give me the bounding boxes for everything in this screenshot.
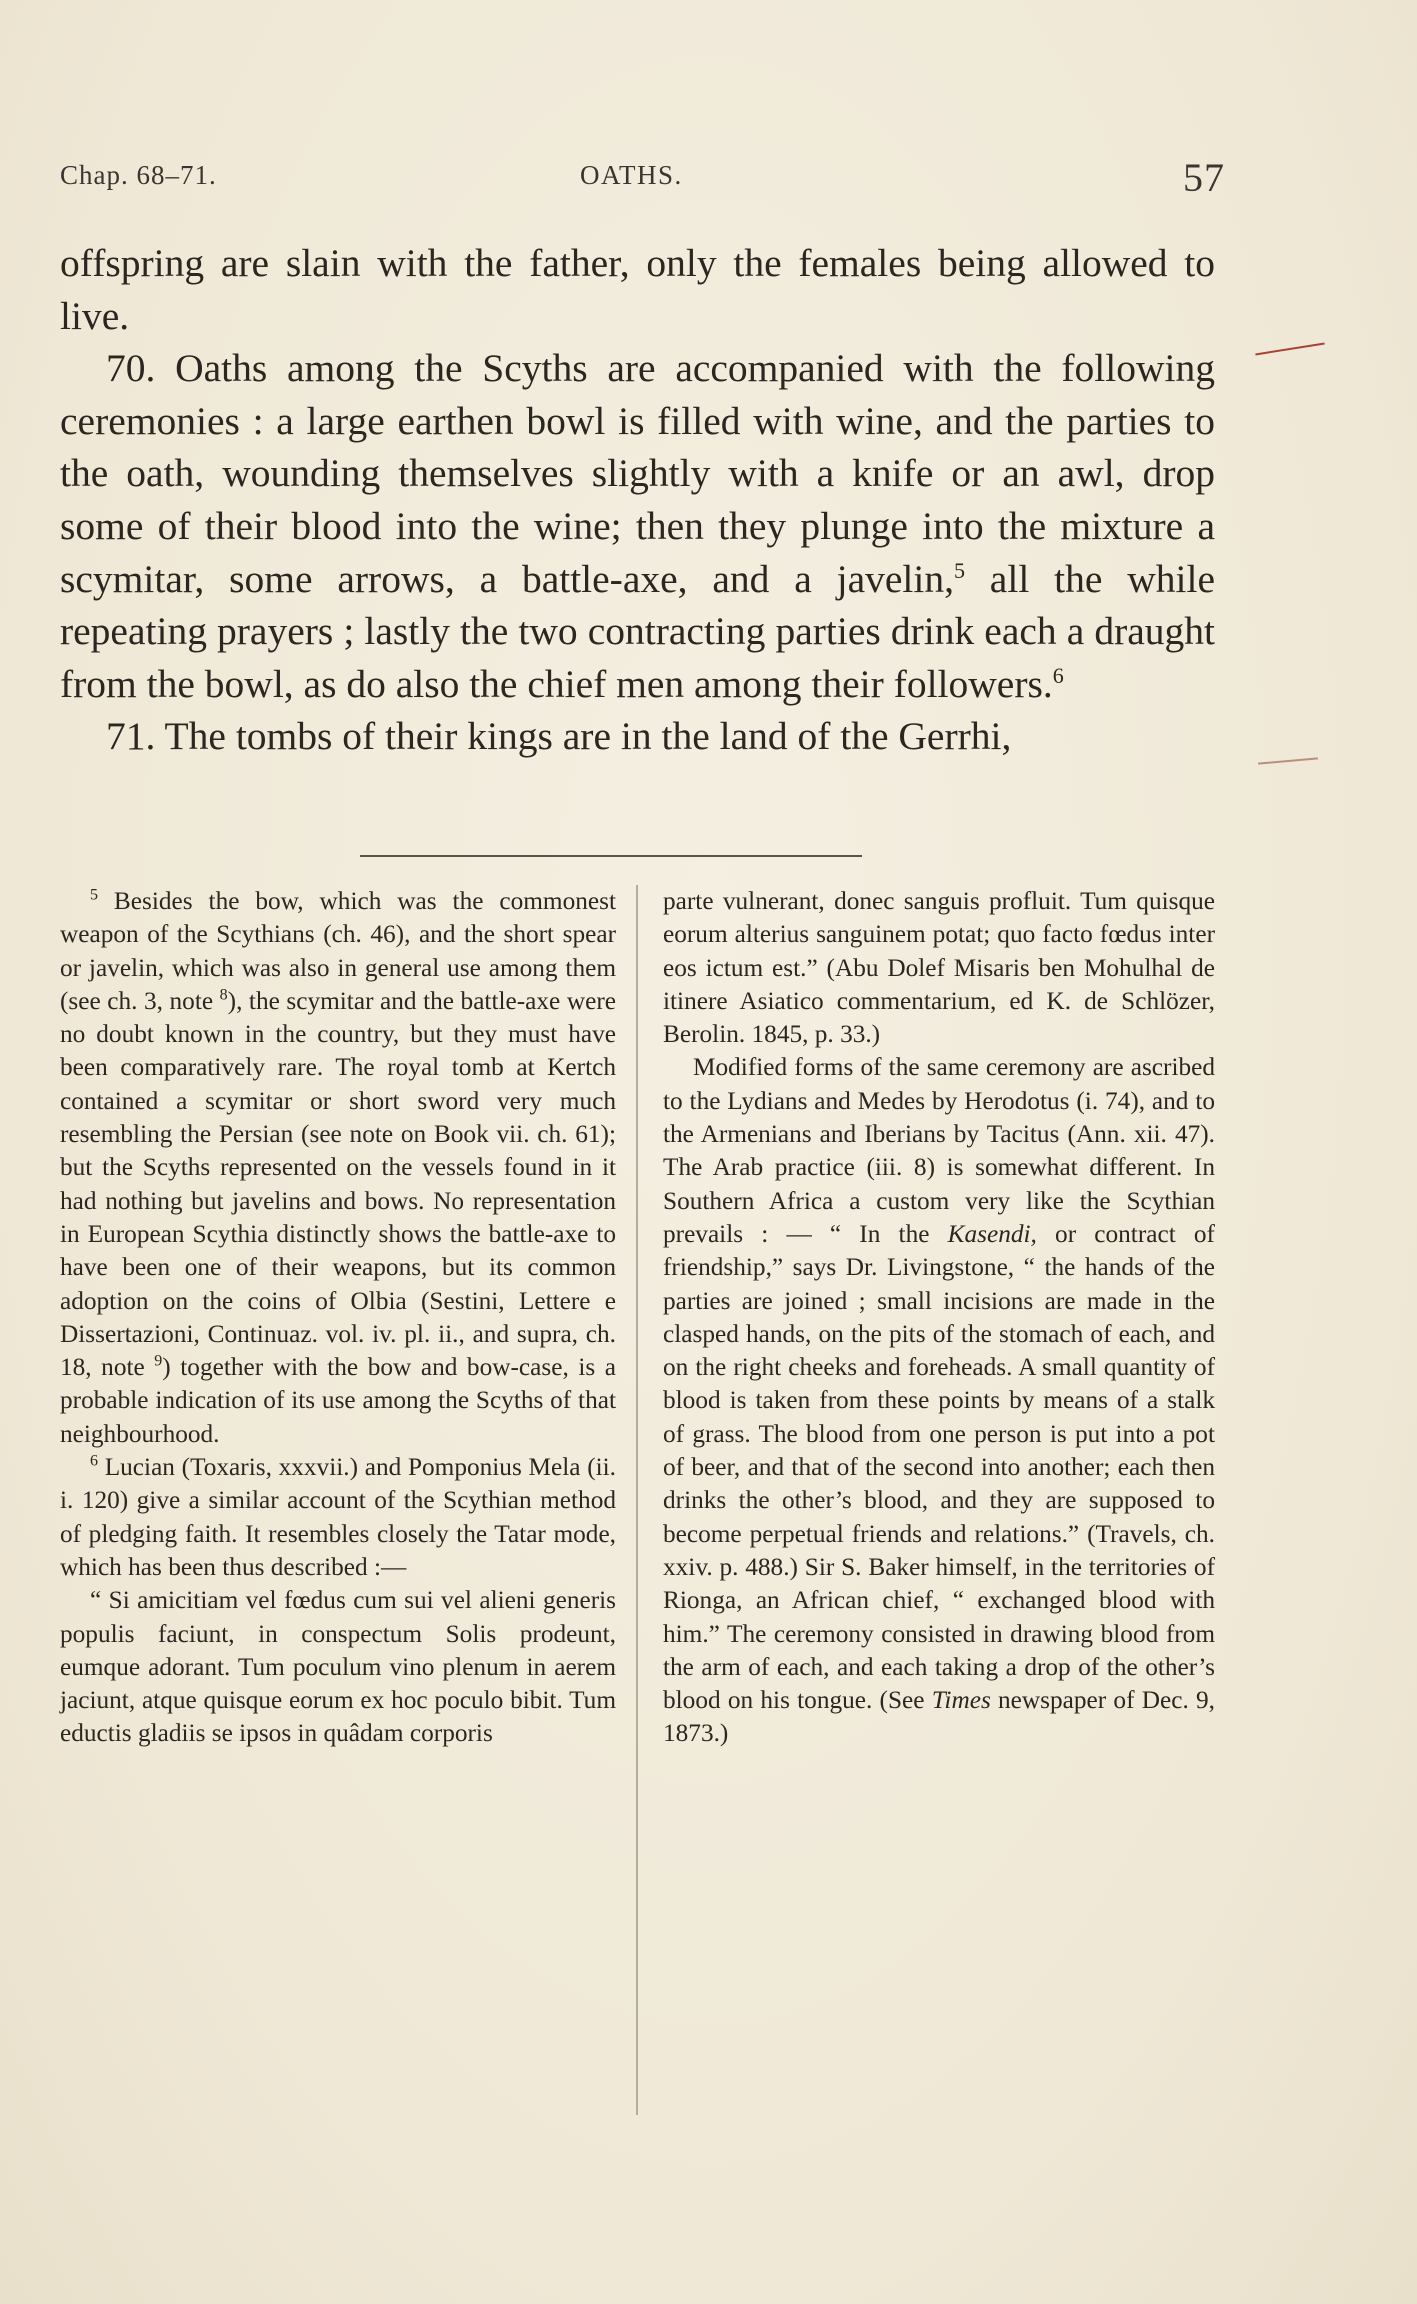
page-number: 57: [1183, 155, 1225, 200]
chapter-range: Chap. 68–71.: [60, 160, 217, 190]
footnote-ref: 5: [953, 557, 965, 583]
paragraph: offspring are slain with the father, only the females being allowed to live.: [60, 241, 1215, 338]
paragraph: 71. The tombs of their kings are in the land of the Gerrhi,: [106, 714, 1012, 759]
latin-quote: “ Si amicitiam vel fœdus cum sui vel alieni generis populis faciunt, in conspectum Solis prodeunt, eumque adorant. Tum poculum vino plenum in aerem jaciunt, atque quisque eorum ex hoc poculo bibit. Tum eductis gladiis se ipsos in quâdam corporis: [60, 1586, 616, 1748]
footnotes-left-column: [60, 885, 616, 1751]
paragraph: 70. Oaths among the Scyths are accompanied with the following ceremonies : a large earthen bowl is filled with wine, and the parties to the oath, wounding themselves slightly with a knife or an awl, drop some of their blood into the wine; then they plunge into the mixture a scymitar, some arrows, a battle-axe, and a javelin,$^5$ all the while repeating prayers ; lastly the two contracting parties drink each a draught from the bowl, as do also the chief men among their followers.$^6$: [60, 346, 1215, 706]
running-title: OATHS.: [580, 160, 683, 190]
running-header: [60, 150, 1225, 200]
main-text: [60, 237, 1215, 763]
footnote-marker: 5: [90, 886, 98, 904]
footnote-separator: [360, 855, 862, 857]
margin-pencil-mark: [1255, 343, 1324, 356]
margin-pencil-mark: [1258, 757, 1318, 764]
footnote-paragraph: Modified forms of the same ceremony are ascribed to the Lydians and Medes by Herodotus (i. 74), and to the Armenians and Iberians by Tacitus (Ann. xii. 47). The Arab practice (iii. 8) is somewhat different. In Southern Africa a custom very like the Scythian prevails : — “ In the Kasendi, or contract of friendship,” says Dr. Livingstone, “ the hands of the parties are joined ; small incisions are made in the clasped hands, on the pits of the stomach of each, and on the right cheeks and foreheads. A small quantity of blood is taken from these points by means of a stalk of grass. The blood from one person is put into a pot of beer, and that of the second into another; each then drinks the other’s blood, and they are supposed to become perpetual friends and relations.” (Travels, ch. xxiv. p. 488.) Sir S. Baker himself, in the territories of Rionga, an African chief, “ exchanged blood with him.” The ceremony consisted in drawing blood from the arm of each, and each taking a drop of the other’s blood on his tongue. (See Times newspaper of Dec. 9, 1873.): [663, 1053, 1215, 1748]
footnote-ref: 6: [1052, 662, 1064, 688]
footnotes-right-column: [663, 885, 1215, 1751]
footnote-6: $^6$ Lucian (Toxaris, xxxvii.) and Pomponius Mela (ii. i. 120) give a similar account of the Scythian method of pledging faith. It resembles closely the Tatar mode, which has been thus described :—: [60, 1452, 616, 1581]
footnote-marker: 6: [90, 1452, 98, 1470]
latin-quote-continued: parte vulnerant, donec sanguis profluit. Tum quisque eorum alterius sanguinem potat; quo facto fœdus inter eos ictum est.” (Abu Dolef Misaris ben Mohulhal de itinere Asiatico commentarium, ed K. de Schlözer, Berolin. 1845, p. 33.): [663, 887, 1215, 1049]
column-divider: [636, 885, 638, 2115]
footnote-5: $^5$ Besides the bow, which was the commonest weapon of the Scythians (ch. 46), and the short spear or javelin, which was also in general use among them (see ch. 3, note $^8$), the scymitar and the battle-axe were no doubt known in the country, but they must have been comparatively rare. The royal tomb at Kertch contained a scymitar or short sword very much resembling the Persian (see note on Book vii. ch. 61); but the Scyths represented on the vessels found in it had nothing but javelins and bows. No representation in European Scythia distinctly shows the battle-axe to have been one of their weapons, but its common adoption on the coins of Olbia (Sestini, Lettere e Dissertazioni, Continuaz. vol. iv. pl. ii., and supra, ch. 18, note $^9$) together with the bow and bow-case, is a probable indication of its use among the Scyths of that neighbourhood.: [60, 886, 616, 1448]
